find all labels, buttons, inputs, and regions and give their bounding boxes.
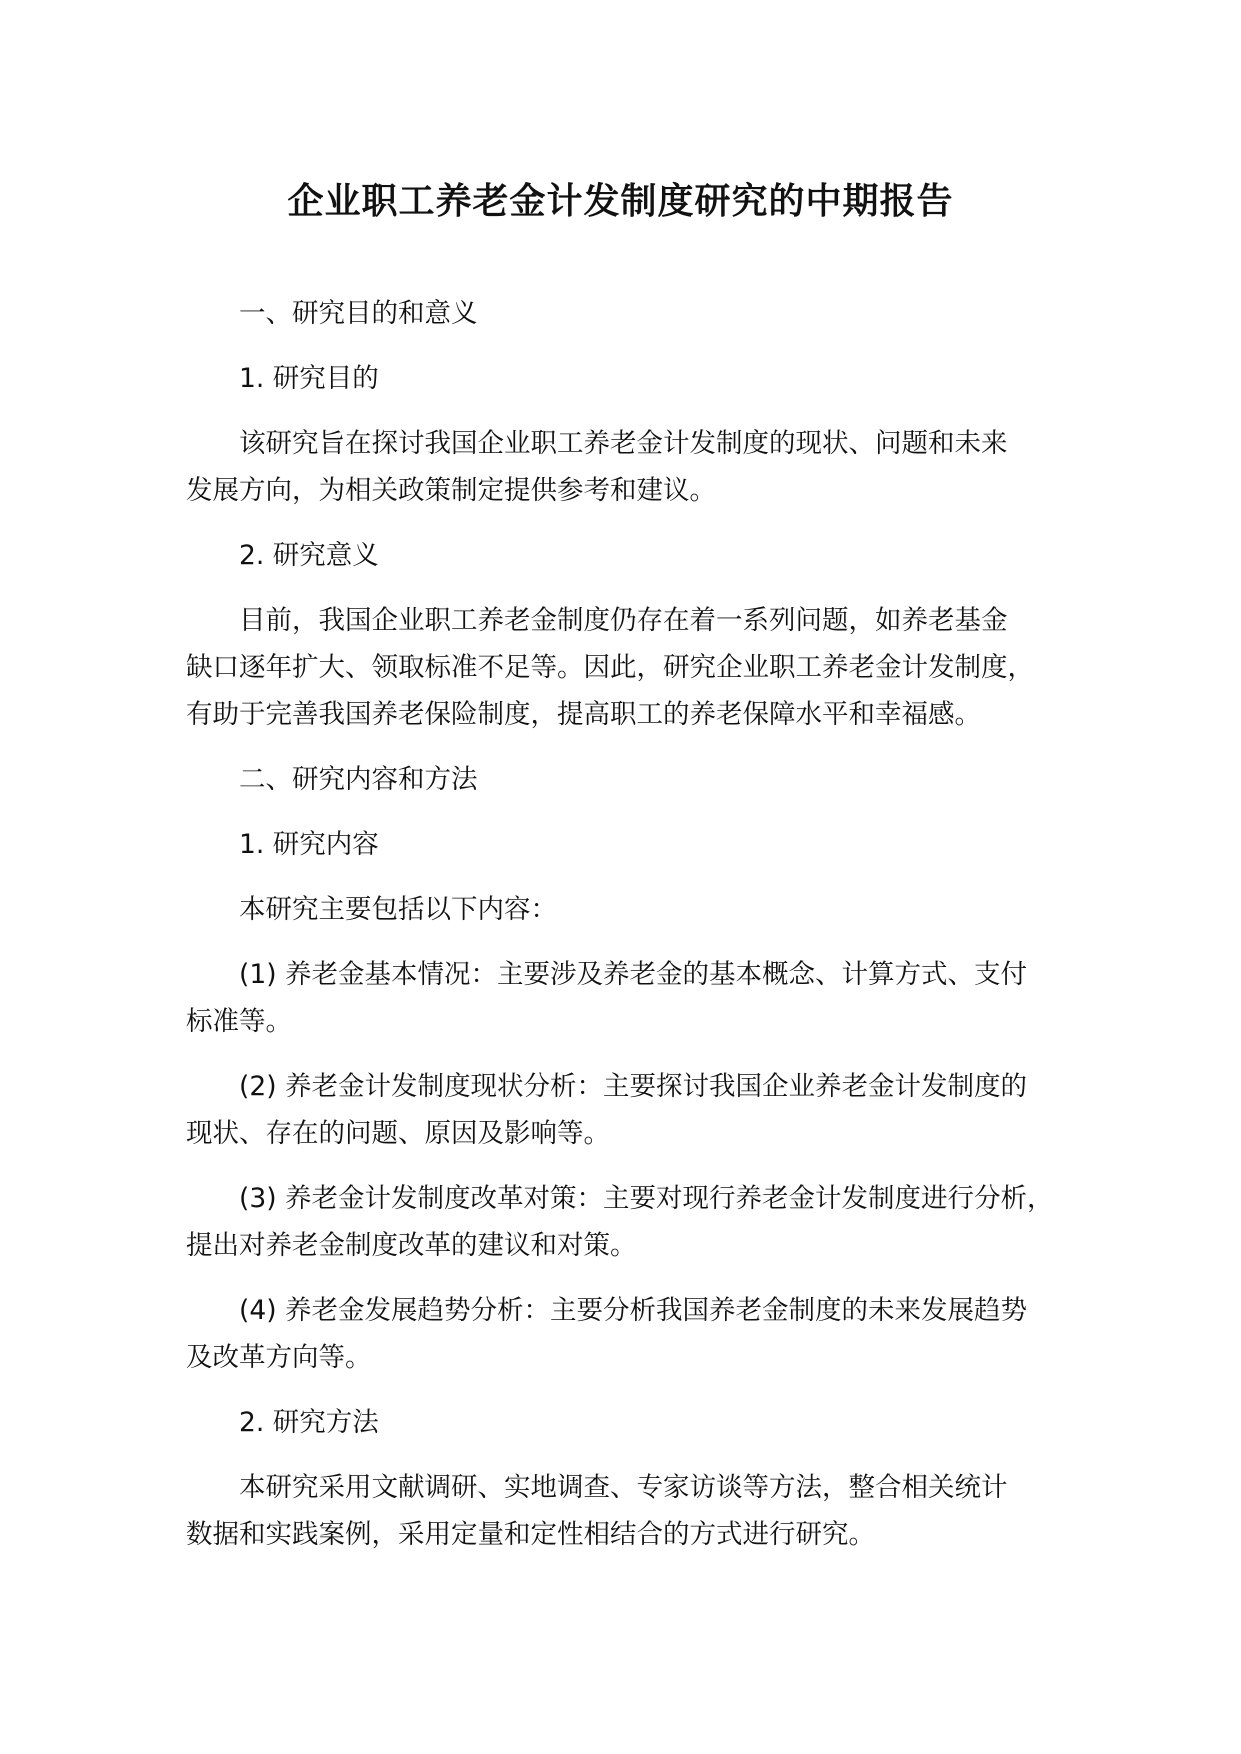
list-item-content-2: (2) 养老金计发制度现状分析：主要探讨我国企业养老金计发制度的 现状、存在的问题、原因及影响等。 [186, 1071, 1027, 1149]
subsection-heading-significance: 2. 研究意义 [239, 540, 379, 571]
paragraph-significance: 目前，我国企业职工养老金制度仍存在着一系列问题，如养老基金 缺口逐年扩大、领取标准不足等。因此，研究企业职工养老金计发制度， 有助于完善我国养老保险制度，提高职工的养老保障水平和幸福感。 [186, 605, 1034, 730]
section-heading-content-methods: 二、研究内容和方法 [239, 764, 478, 795]
list-item-content-4: (4) 养老金发展趋势分析：主要分析我国养老金制度的未来发展趋势 及改革方向等。 [186, 1295, 1027, 1373]
list-item-content-1: (1) 养老金基本情况：主要涉及养老金的基本概念、计算方式、支付 标准等。 [186, 959, 1027, 1037]
paragraph-content-intro: 本研究主要包括以下内容： [239, 894, 557, 925]
section-heading-purpose-significance: 一、研究目的和意义 [239, 298, 478, 329]
paragraph-methods: 本研究采用文献调研、实地调查、专家访谈等方法，整合相关统计 数据和实践案例，采用定量和定性相结合的方式进行研究。 [186, 1472, 1008, 1550]
document-body [186, 290, 1076, 1576]
paragraph-purpose: 该研究旨在探讨我国企业职工养老金计发制度的现状、问题和未来 发展方向，为相关政策制定提供参考和建议。 [186, 428, 1008, 506]
subsection-heading-content: 1. 研究内容 [239, 829, 379, 860]
list-item-content-3: (3) 养老金计发制度改革对策：主要对现行养老金计发制度进行分析， 提出对养老金制度改革的建议和对策。 [186, 1183, 1054, 1261]
document-title: 企业职工养老金计发制度研究的中期报告 [287, 181, 954, 222]
subsection-heading-purpose: 1. 研究目的 [239, 363, 379, 394]
subsection-heading-methods: 2. 研究方法 [239, 1407, 379, 1438]
